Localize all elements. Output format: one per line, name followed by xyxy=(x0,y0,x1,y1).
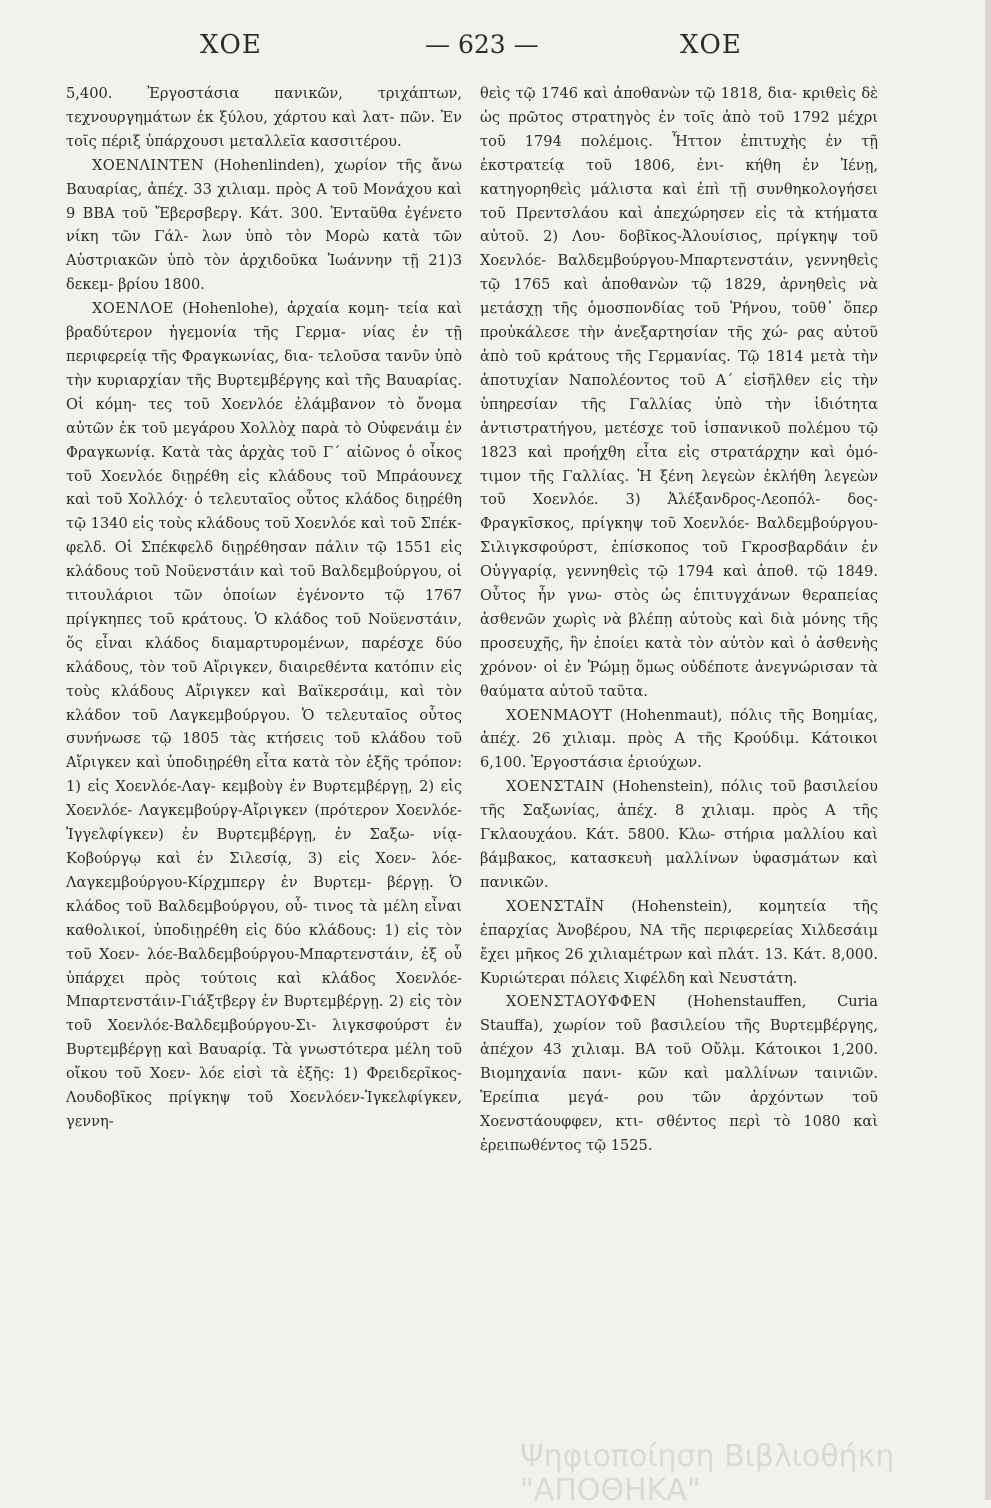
entry-text: (Hohenlohe), ἀρχαία κομη- τεία καὶ βραδύτερον ἡγεμονία τῆς Γερμα- νίας ἐν τῇ περιφερείᾳ τῆς Φραγκωνίας, δια- τελοῦσα τανῦν ὑπὸ τὴν κυριαρχίαν τῆς Βυρτεμβέργης καὶ τῆς Βαυαρίας. Οἱ κόμη- τες τοῦ Χοενλόε ἐλάμβανον τὸ ὄνομα αὐτῶν ἐκ τοῦ μεγάρου Χολλὸχ παρὰ τὸ Οὐφενάιμ ἐν Φραγκωνίᾳ. Κατὰ τὰς ἀρχὰς τοῦ Γ΄ αἰῶνος ὁ οἶκος τοῦ Χοενλόε διῃρέθη εἰς κλάδους τοῦ Μπράουνεχ καὶ τοῦ Χολλόχ· ὁ τελευταῖος οὗτος κλάδος διῃρέθη τῷ 1340 εἰς τοὺς κλάδους τοῦ Χοενλόε καὶ τοῦ Σπέκ- φελδ. Οἱ Σπέκφελδ διῃρέθησαν πάλιν τῷ 1551 εἰς κλάδους τοῦ Νοϋενστάιν καὶ τοῦ Βαλδεμβούργου, οἱ τιτουλάριοι τῶν ὁποίων ἐγένοντο τῷ 1767 πρίγκηπες τοῦ κράτους. Ὁ κλάδος τοῦ Νοϋενστάιν, ὅς εἶναι κλάδος διαμαρτυρομένων, παρέσχε δύο κλάδους, τὸν τοῦ Αἴριγκεν, διαιρεθέντα κατόπιν εἰς τοὺς κλάδους Αἴριγκεν καὶ Βαϊκερσάιμ, καὶ τὸν κλάδον τοῦ Λαγκεμβούργου. Ὁ τελευταῖος οὗτος συνήνωσε τῷ 1805 τὰς κτήσεις τοῦ κλάδου τοῦ Αἴριγκεν καὶ ὑποδιῃρέθη εἶτα κατὰ τὸν ἑξῆς τρόπον: 1) εἰς Χοενλόε-Λαγ- κεμβοὺγ ἐν Βυρτεμβέργῃ, 2) εἰς Χοενλόε- Λαγκεμβούργ-Αἴριγκεν (πρότερον Χοενλόε- Ἰγγελφίγκεν) ἐν Βυρτεμβέργῃ, ἐν Σαξω- νίᾳ-Κοβούργῳ καὶ ἐν Σιλεσίᾳ, 3) εἰς Χοεν- λόε-Λαγκεμβούργου-Κίρχμπεργ ἐν Βυρτεμ- βέργῃ. Ὁ κλάδος τοῦ Βαλδεμβούργου, οὗ- τινος τὰ μέλη εἶναι καθολικοί, ὑποδιῃρέθη εἰς δύο κλάδους: 1) εἰς τὸν τοῦ Χοεν- λόε-Βαλδεμβούργου-Μπαρτενστάιν, ἐξ οὗ ὑπάρχει πρὸς τούτοις καὶ κλάδος Χοενλόε- Μπαρτενστάιν-Γιάξτβεργ ἐν Βυρτεμβέργῃ. 2) εἰς τὸν τοῦ Χοενλόε-Βαλδεμβούργου-Σι- λιγκσφούρστ ἐν Βυρτεμβέργῃ καὶ Βαυαρίᾳ. Τὰ γνωστότερα μέλη τοῦ οἴκου τοῦ Χοεν- λόε εἰσὶ τὰ ἑξῆς: 1) Φρειδερῖκος-Λουδοβῖκος πρίγκηψ τοῦ Χοενλόεν-Ἰγκελφίγκεν, γεννη- xyxy=(66,300,462,1130)
entry-hohenlohe xyxy=(66,297,462,1134)
entry-hohenstauffen xyxy=(480,990,878,1157)
header-left-keyword: ΧΟΕ xyxy=(200,30,262,60)
header-right-keyword: ΧΟΕ xyxy=(680,30,742,60)
entry-headword: ΧΟΕΝΜΑΟΥΤ xyxy=(506,706,613,724)
entry-text: (Hohenlinden), χωρίον τῆς ἄνω Βαυαρίας, ἀπέχ. 33 χιλιαμ. πρὸς Α τοῦ Μονάχου καὶ 9 ΒΒΑ τοῦ Ἔβερσβεργ. Κάτ. 300. Ἐνταῦθα ἐγένετο νίκη τῶν Γάλ- λων ὑπὸ τὸν Μορὼ κατὰ τῶν Αὐστριακῶν ὑπὸ τὸν ἀρχιδοῦκα Ἰωάννην τῇ 21)3 δεκεμ- βρίου 1800. xyxy=(66,156,462,294)
watermark-line-1: Ψηφιοποίηση Βιβλιοθήκη xyxy=(520,1439,895,1474)
right-column xyxy=(480,82,878,1158)
entry-text: (Hohenmaut), πόλις τῆς Βοημίας, ἀπέχ. 26 χιλιαμ. πρὸς Α τῆς Κρούδιμ. Κάτοικοι 6,100. Ἐργοστάσια ἐριούχων. xyxy=(480,706,878,772)
entry-headword: ΧΟΕΝΣΤΑΟΥΦΦΕΝ xyxy=(506,993,657,1011)
entry-text: 5,400. Ἐργοστάσια πανικῶν, τριχάπτων, τεχνουργημάτων ἐκ ξύλου, χάρτου καὶ λατ- πῶν. Ἐν τοῖς πέριξ ὑπάρχουσι μεταλλεῖα κασσιτέρου. xyxy=(66,85,462,150)
entry-continuation xyxy=(480,82,878,704)
entry-text: (Hohenstauffen, Curia Stauffa), χωρίον τοῦ βασιλείου τῆς Βυρτεμβέργης, ἀπέχον 43 χιλιαμ. ΒΑ τοῦ Οὔλμ. Κάτοικοι 1,200. Βιομηχανία πανι- κῶν καὶ μαλλίνων ταινιῶν. Ἐρείπια μεγά- ρου τῶν ἀρχόντων τοῦ Χοενστάουφφεν, κτι- σθέντος περὶ τὸ 1080 καὶ ἐρειπωθέντος τῷ 1525. xyxy=(480,993,878,1154)
page-number: — 623 — xyxy=(425,30,539,59)
entry-headword: ΧΟΕΝΣΤΑΙΝ xyxy=(506,778,605,796)
entry-text: (Hohenstein), πόλις τοῦ βασιλείου τῆς Σαξωνίας, ἀπέχ. 8 χιλιαμ. πρὸς Α τῆς Γκλαουχάου. Κάτ. 5800. Κλω- στήρια μαλλίου καὶ βάμβακος, κατασκευὴ μαλλίνων ὑφασμάτων καὶ πανικῶν. xyxy=(480,778,878,891)
entry-hohenstein-county xyxy=(480,895,878,991)
entry-hohenlinden xyxy=(66,154,462,297)
watermark-line-2: "ΑΠΟΘΗΚΑ" xyxy=(520,1473,701,1508)
entry-text: θεὶς τῷ 1746 καὶ ἀποθανὼν τῷ 1818, δια- κριθεὶς δὲ ὡς πρῶτος στρατηγὸς ἐν τοῖς ἀπὸ τοῦ 1792 μέχρι τοῦ 1794 πολέμοις. Ἧττον ἐπιτυχὴς ἐν τῇ ἐκστρατείᾳ τοῦ 1806, ἐνι- κήθη ἐν Ἰένῃ, κατηγορηθεὶς μάλιστα καὶ ἐπὶ τῇ συνθηκολογήσει τοῦ Πρεντσλάου καὶ ἀπεχώρησεν εἰς τὰ κτήματα αὐτοῦ. 2) Λου- δοβῖκος-Ἀλουίσιος, πρίγκηψ τοῦ Χοενλόε- Βαλδεμβούργου-Μπαρτενστάιν, γεννηθεὶς τῷ 1765 καὶ ἀποθανὼν τῷ 1829, ἀρνηθεὶς νὰ μετάσχῃ τῆς ὁμοσπονδίας τοῦ Ῥήνου, τοῦθ᾽ ὅπερ προὐκάλεσε τὴν ἀνεξαρτησίαν τῆς χώ- ρας αὐτοῦ ἀπὸ τοῦ κράτους τῆς Γερμανίας. Τῷ 1814 μετὰ τὴν ἀποτυχίαν Ναπολέοντος τοῦ Α΄ εἰσῆλθεν εἰς τὴν ὑπηρεσίαν τῆς Γαλλίας ὑπὸ τὴν ἰδιότητα ἀντιστρατήγου, μετέσχε τοῦ ἱσπανικοῦ πολέμου τῷ 1823 καὶ προήχθη εἶτα εἰς στρατάρχην καὶ ὁμό- τιμον τῆς Γαλλίας. Ἡ ξένη λεγεὼν ἐκλήθη λεγεὼν τοῦ Χοενλόε. 3) Ἀλέξανδρος-Λεοπόλ- δος-Φραγκῖσκος, πρίγκηψ τοῦ Χοενλόε- Βαλδεμβούργου-Σιλιγκσφούρστ, ἐπίσκοπος τοῦ Γκροσβαρδάιν ἐν Οὑγγαρίᾳ, γεννηθεὶς τῷ 1794 καὶ ἀποθ. τῷ 1849. Οὗτος ἦν γνω- στὸς ὡς ἐπιτυγχάνων θεραπείας ἀσθενῶν χωρὶς νὰ βλέπῃ αὐτοὺς καὶ διὰ μόνης τῆς προσευχῆς, ἣν ἐποίει κατὰ τὸν αὐτὸν καὶ ὁ ἀσθενὴς χρόνον· οἱ ἐν Ῥώμῃ ὅμως οὐδέποτε ἀνεγνώρισαν τὰ θαύματα αὐτοῦ ταῦτα. xyxy=(480,85,878,700)
entry-text: (Hohenstein), κομητεία τῆς ἐπαρχίας Ἀνοβέρου, ΝΑ τῆς περιφερείας Χιλδεσάιμ ἔχει μῆκος 26 χιλιαμέτρων καὶ πλάτ. 13. Κάτ. 8,000. Κυριώτεραι πόλεις Χιφέλδη καὶ Νευστάτη. xyxy=(480,897,878,987)
entry-headword: ΧΟΕΝΛΙΝΤΕΝ xyxy=(92,156,205,174)
entry-hohenmaut xyxy=(480,704,878,776)
entry-headword: ΧΟΕΝΣΤΑΪΝ xyxy=(506,897,605,915)
page-edge-shadow xyxy=(985,0,991,1500)
library-watermark xyxy=(520,1440,990,1508)
left-column xyxy=(66,82,462,1134)
running-header xyxy=(0,30,991,78)
entry-continuation xyxy=(66,82,462,154)
entry-hohenstein-saxony xyxy=(480,775,878,895)
entry-headword: ΧΟΕΝΛΟΕ xyxy=(92,300,174,318)
